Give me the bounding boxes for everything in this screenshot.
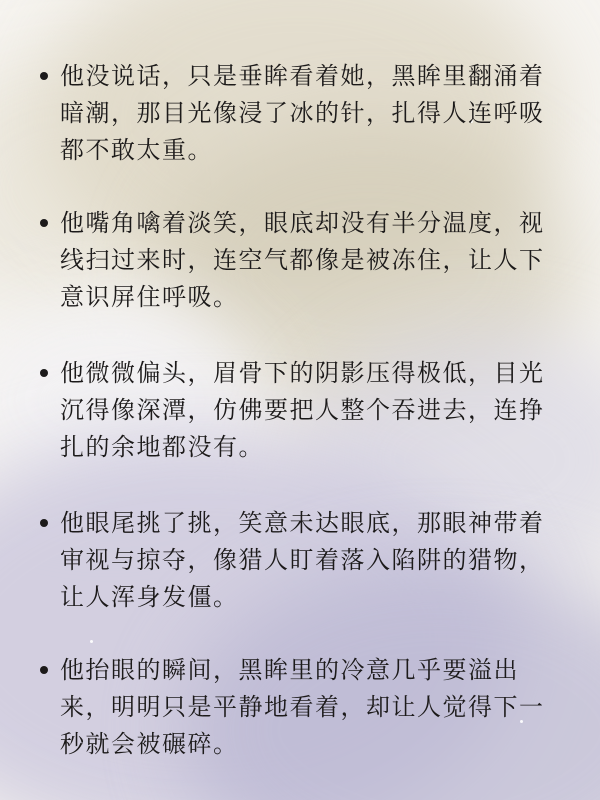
list-item-text: 他微微偏头，眉骨下的阴影压得极低，目光沉得像深潭，仿佛要把人整个吞进去，连挣扎的余地都没有。 — [60, 359, 545, 461]
bullet-dot-icon — [40, 369, 48, 377]
bullet-dot-icon — [40, 519, 48, 527]
list-item — [40, 355, 565, 466]
list-item-text: 他眼尾挑了挑，笑意未达眼底，那眼神带着审视与掠夺，像猎人盯着落入陷阱的猎物，让人浑身发僵。 — [60, 509, 545, 611]
list-item-text: 他嘴角噙着淡笑，眼底却没有半分温度，视线扫过来时，连空气都像是被冻住，让人下意识屏住呼吸。 — [60, 209, 545, 311]
list-item — [40, 205, 565, 316]
bullet-dot-icon — [40, 219, 48, 227]
list-item-text: 他抬眼的瞬间，黑眸里的冷意几乎要溢出来，明明只是平静地看着，却让人觉得下一秒就会被碾碎。 — [60, 656, 545, 758]
list-item — [40, 58, 565, 169]
list-item — [40, 505, 565, 616]
bullet-dot-icon — [40, 666, 48, 674]
bullet-dot-icon — [40, 72, 48, 80]
list-item — [40, 652, 565, 763]
list-item-text: 他没说话，只是垂眸看着她，黑眸里翻涌着暗潮，那目光像浸了冰的针，扎得人连呼吸都不敢太重。 — [60, 62, 545, 164]
